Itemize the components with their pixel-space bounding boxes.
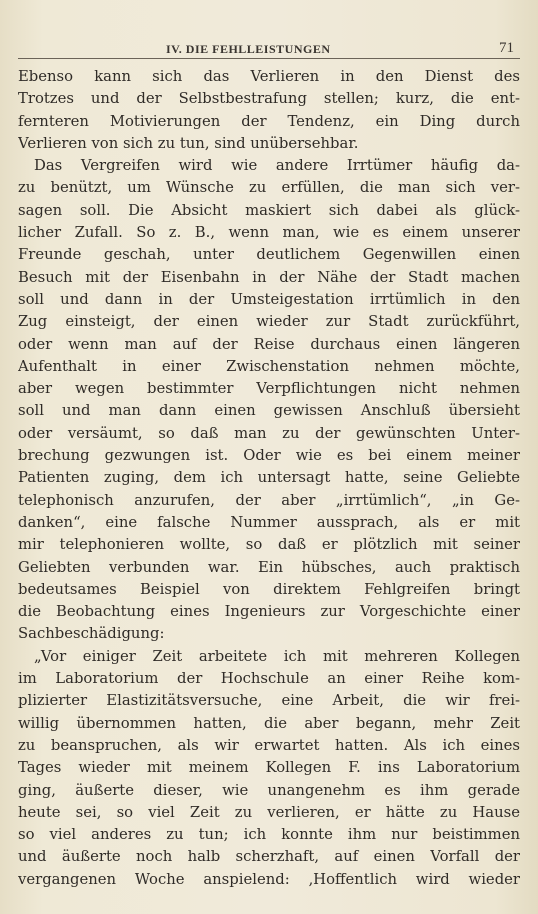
text-line: licher Zufall. So z. B., wenn man, wie es einem unserer: [18, 224, 520, 242]
text-line: mir telephonieren wollte, so daß er plötzlich mit seiner: [18, 536, 520, 554]
text-line: telephonisch anzurufen, der aber „irrtümlich“, „in Ge-: [18, 491, 520, 509]
text-line: Tages wieder mit meinem Kollegen F. ins Laboratorium: [18, 759, 520, 777]
text-line: plizierter Elastizitätsversuche, eine Arbeit, die wir frei-: [18, 692, 520, 710]
text-line: und äußerte noch halb scherzhaft, auf einen Vorfall der: [18, 848, 520, 866]
text-line: bedeutsames Beispiel von direktem Fehlgreifen bringt: [18, 580, 520, 598]
text-line: Besuch mit der Eisenbahn in der Nähe der Stadt machen: [18, 268, 520, 286]
text-line: zu benützt, um Wünsche zu erfüllen, die man sich ver-: [18, 179, 520, 197]
text-line: Patienten zuging, dem ich untersagt hatte, seine Geliebte: [18, 469, 520, 487]
body-text: [18, 66, 520, 891]
text-line: im Laboratorium der Hochschule an einer Reihe kom-: [18, 670, 520, 688]
text-line: Freunde geschah, unter deutlichem Gegenwillen einen: [18, 246, 520, 264]
text-line: zu beanspruchen, als wir erwartet hatten. Als ich eines: [18, 736, 520, 754]
text-line: Trotzes und der Selbstbestrafung stellen; kurz, die ent-: [18, 90, 520, 108]
text-line: sagen soll. Die Absicht maskiert sich dabei als glück-: [18, 201, 520, 219]
text-line: aber wegen bestimmter Verpflichtungen nicht nehmen: [18, 380, 520, 398]
text-line: oder versäumt, so daß man zu der gewünschten Unter-: [18, 424, 520, 442]
text-line: danken“, eine falsche Nummer aussprach, als er mit: [18, 513, 520, 531]
text-line: vergangenen Woche anspielend: ‚Hoffentlich wird wieder: [18, 870, 520, 888]
text-line: so viel anderes zu tun; ich konnte ihm nur beistimmen: [18, 826, 520, 844]
text-line: heute sei, so viel Zeit zu verlieren, er hätte zu Hause: [18, 803, 520, 821]
text-line: „Vor einiger Zeit arbeitete ich mit mehreren Kollegen: [34, 647, 520, 665]
page-number: 71: [499, 40, 514, 56]
text-line: die Beobachtung eines Ingenieurs zur Vorgeschichte einer: [18, 603, 520, 621]
text-line: fernteren Motivierungen der Tendenz, ein Ding durch: [18, 112, 520, 130]
text-line: Das Vergreifen wird wie andere Irrtümer häufig da-: [34, 157, 520, 175]
text-line: Sachbeschädigung:: [18, 625, 165, 643]
text-line: Zug einsteigt, der einen wieder zur Stadt zurückführt,: [18, 313, 520, 331]
text-line: soll und man dann einen gewissen Anschluß übersieht: [18, 402, 520, 420]
text-line: brechung gezwungen ist. Oder wie es bei einem meiner: [18, 447, 520, 465]
header-rule: [18, 58, 520, 59]
text-line: soll und dann in der Umsteigestation irrtümlich in den: [18, 290, 520, 308]
chapter-title: IV. DIE FEHLLEISTUNGEN: [166, 42, 331, 56]
text-line: Aufenthalt in einer Zwischenstation nehmen möchte,: [18, 357, 520, 375]
text-line: Geliebten verbunden war. Ein hübsches, auch praktisch: [18, 558, 520, 576]
text-line: oder wenn man auf der Reise durchaus einen längeren: [18, 335, 520, 353]
text-line: ging, äußerte dieser, wie unangenehm es ihm gerade: [18, 781, 520, 799]
running-head: [18, 40, 520, 60]
text-line: Verlieren von sich zu tun, sind unübersehbar.: [18, 134, 359, 152]
text-line: Ebenso kann sich das Verlieren in den Dienst des: [18, 68, 520, 85]
text-line: willig übernommen hatten, die aber begann, mehr Zeit: [18, 714, 520, 732]
